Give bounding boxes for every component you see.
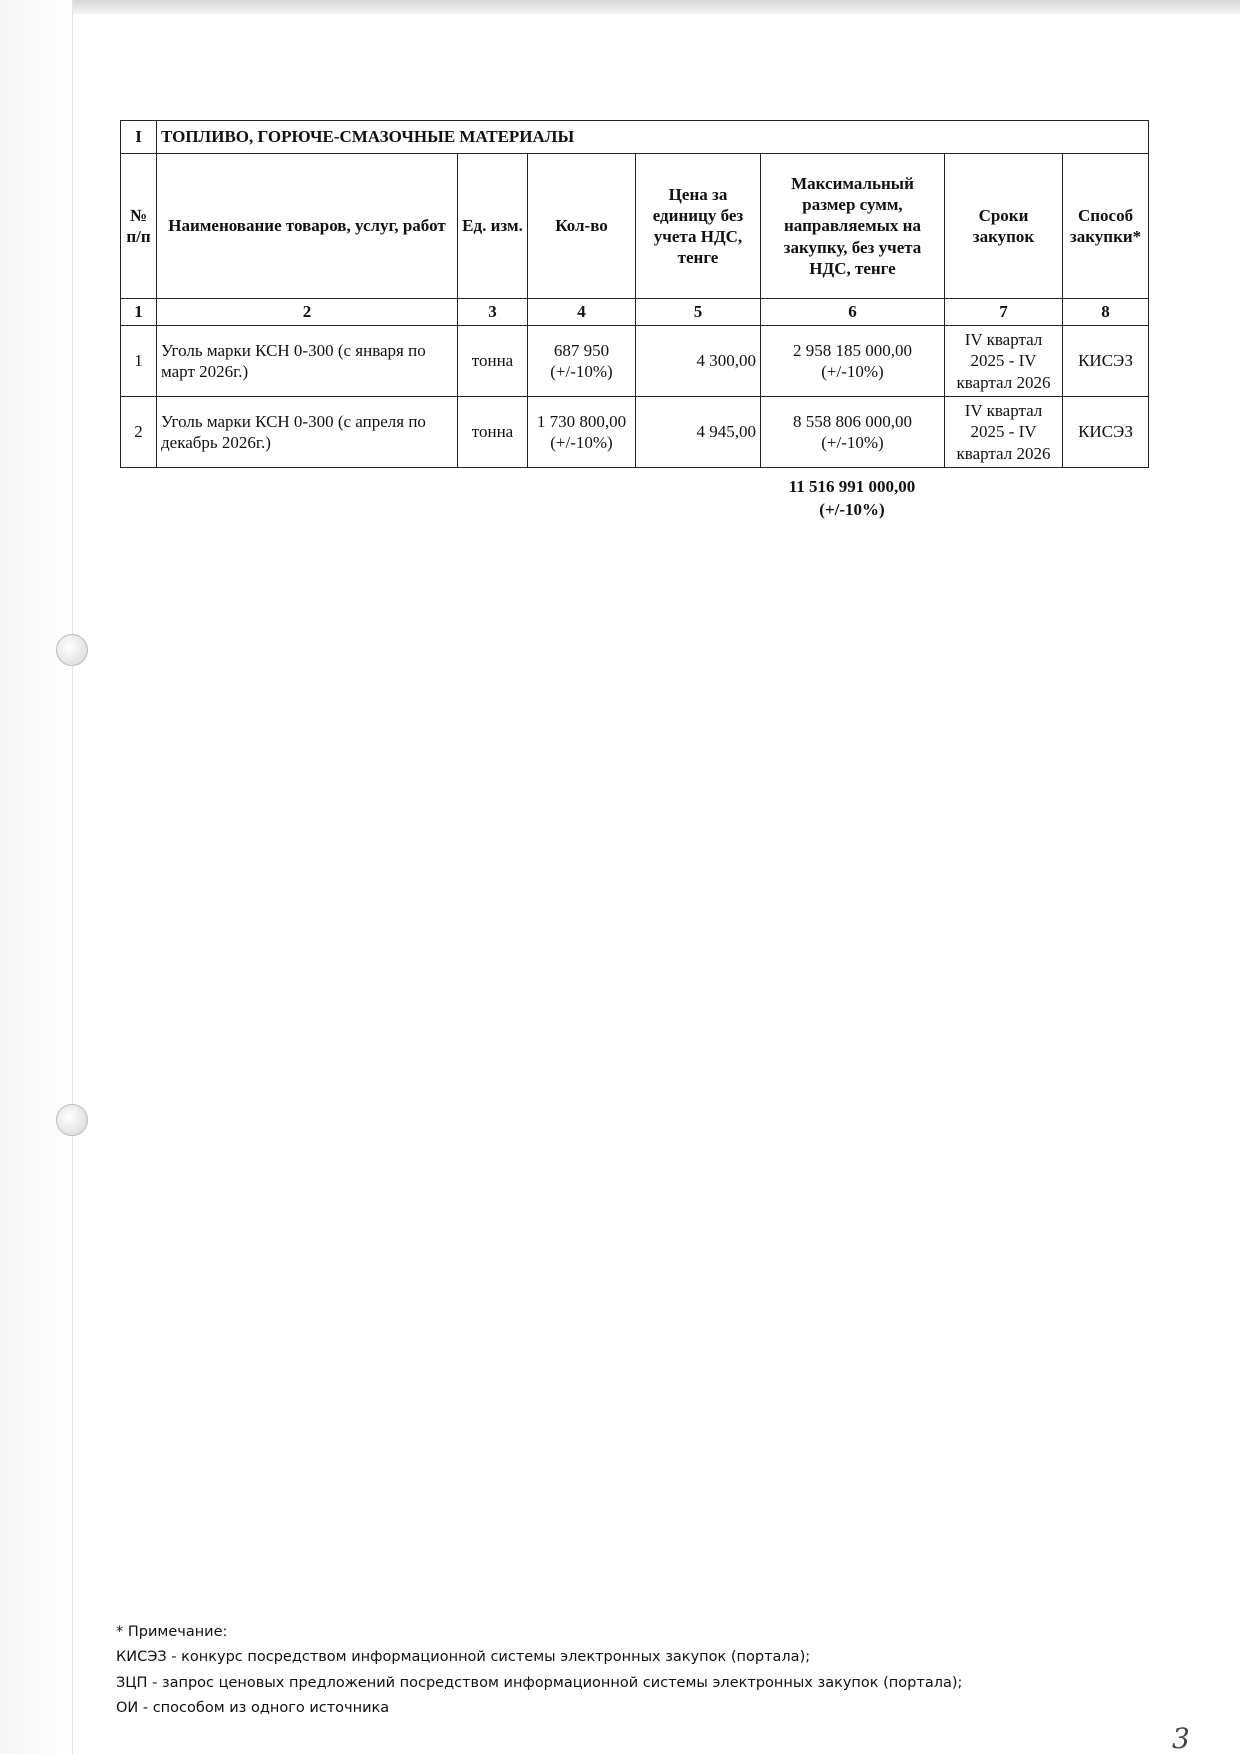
row-amount (761, 326, 945, 397)
column-number: 1 (121, 299, 157, 326)
row-amount-note: (+/-10%) (821, 433, 884, 452)
row-amount-value: 8 558 806 000,00 (793, 411, 912, 431)
column-number: 3 (458, 299, 528, 326)
column-number: 7 (945, 299, 1063, 326)
footnote-item: ЗЦП - запрос ценовых предложений посредством информационной системы электронных закупок (портала); (116, 1674, 963, 1691)
grand-total-value: 11 516 991 000,00 (788, 477, 916, 496)
section-row (121, 121, 1149, 154)
row-unit: тонна (458, 397, 528, 468)
row-amount-note: (+/-10%) (821, 362, 884, 381)
column-number-row (121, 299, 1149, 326)
row-price: 4 300,00 (636, 326, 761, 397)
footnotes (116, 1620, 1116, 1722)
punch-hole (56, 634, 88, 666)
row-qty-note: (+/-10%) (550, 362, 613, 381)
scan-edge-top (0, 0, 1240, 14)
header-price: Цена за единицу без учета НДС, тенге (636, 154, 761, 299)
row-period: IV квартал 2025 - IV квартал 2026 (945, 326, 1063, 397)
row-qty (528, 397, 636, 468)
header-num: № п/п (121, 154, 157, 299)
header-name: Наименование товаров, услуг, работ (157, 154, 458, 299)
scan-edge-left (0, 0, 73, 1754)
table-row (121, 397, 1149, 468)
grand-total (760, 476, 944, 522)
row-name: Уголь марки КСН 0-300 (с января по март 2026г.) (157, 326, 458, 397)
row-qty (528, 326, 636, 397)
column-number: 6 (761, 299, 945, 326)
row-amount (761, 397, 945, 468)
header-period: Сроки закупок (945, 154, 1063, 299)
column-number: 2 (157, 299, 458, 326)
row-period: IV квартал 2025 - IV квартал 2026 (945, 397, 1063, 468)
column-number: 5 (636, 299, 761, 326)
row-qty-value: 687 950 (553, 340, 610, 360)
table-row (121, 326, 1149, 397)
punch-hole (56, 1104, 88, 1136)
section-number: I (121, 121, 157, 154)
footnotes-title: * Примечание: (116, 1624, 228, 1640)
row-amount-value: 2 958 185 000,00 (793, 340, 912, 360)
row-qty-note: (+/-10%) (550, 433, 613, 452)
header-qty: Кол-во (528, 154, 636, 299)
header-unit: Ед. изм. (458, 154, 528, 299)
row-method: КИСЭЗ (1063, 326, 1149, 397)
header-amount: Максимальный размер сумм, направляемых на закупку, без учета НДС, тенге (761, 154, 945, 299)
row-method: КИСЭЗ (1063, 397, 1149, 468)
row-price: 4 945,00 (636, 397, 761, 468)
column-number: 8 (1063, 299, 1149, 326)
header-row (121, 154, 1149, 299)
row-name: Уголь марки КСН 0-300 (с апреля по декабрь 2026г.) (157, 397, 458, 468)
page-number: 3 (1172, 1722, 1190, 1755)
procurement-table (120, 120, 1149, 468)
row-num: 2 (121, 397, 157, 468)
column-number: 4 (528, 299, 636, 326)
row-qty-value: 1 730 800,00 (536, 411, 627, 431)
footnote-item: ОИ - способом из одного источника (116, 1700, 390, 1717)
grand-total-note: (+/-10%) (819, 499, 885, 519)
row-unit: тонна (458, 326, 528, 397)
section-title: ТОПЛИВО, ГОРЮЧЕ-СМАЗОЧНЫЕ МАТЕРИАЛЫ (157, 121, 1149, 154)
row-num: 1 (121, 326, 157, 397)
header-method: Способ закупки* (1063, 154, 1149, 299)
footnote-item: КИСЭЗ - конкурс посредством информационной системы электронных закупок (портала); (116, 1649, 811, 1666)
